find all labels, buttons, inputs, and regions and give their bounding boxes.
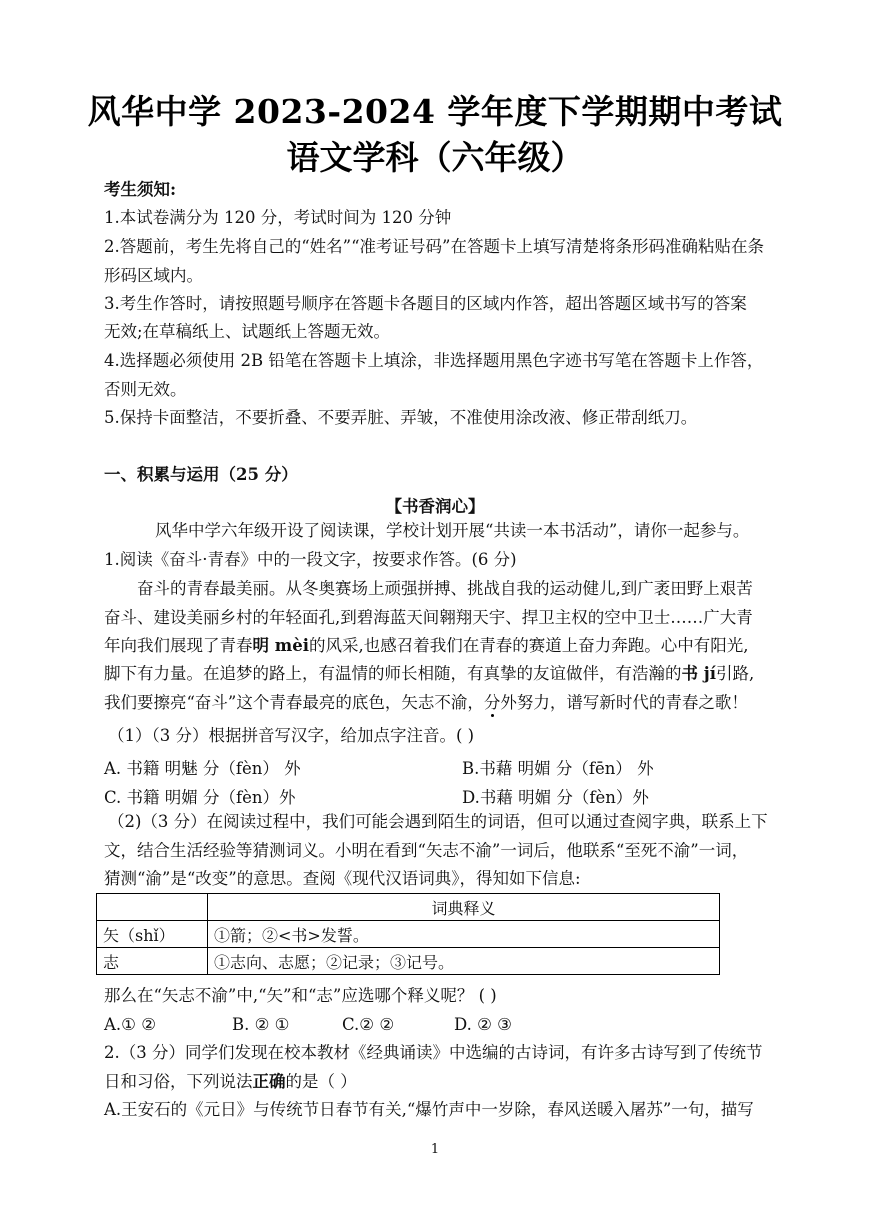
exam-title: 风华中学 2023-2024 学年度下学期期中考试 <box>87 92 783 131</box>
option-c: C. 书籍 明媚 分（fèn）外 <box>104 788 296 807</box>
notice-item-4a: 4.选择题必须使用 2B 铅笔在答题卡上填涂，非选择题用黑色字迹书写笔在答题卡上作答， <box>104 351 764 370</box>
passage-line-5: 我们要擦亮“奋斗”这个青春最亮的底色，矢志不渝，分 外努力，谱写新时代的青春之歌！ <box>104 693 748 713</box>
question-2-line-2: 日和习俗，下列说法正确的是（ ） <box>104 1072 357 1091</box>
passage-line-2: 奋斗、建设美丽乡村的年轻面孔,到碧海蓝天间翱翔天宇、捍卫主权的空中卫士……广大青 <box>104 608 753 627</box>
option-d: D. ② ③ <box>454 1015 512 1034</box>
option-b: B. ② ① <box>232 1015 290 1034</box>
section-subheading: 【书香润心】 <box>385 497 485 516</box>
option-b: B.书藉 明媚 分（fēn） 外 <box>462 759 654 778</box>
table-cell-word: 矢（shǐ） <box>97 921 208 948</box>
option-c: C.② ② <box>342 1015 395 1034</box>
table-cell-word: 志 <box>97 948 208 975</box>
question-1: 1.阅读《奋斗·青春》中的一段文字，按要求作答。(6 分) <box>104 550 517 569</box>
question-1-2-ask: 那么在“矢志不渝”中,“矢”和“志”应选哪个释义呢？ ( ) <box>104 986 497 1005</box>
notice-item-2b: 形码区域内。 <box>104 266 203 285</box>
notice-item-5: 5.保持卡面整洁，不要折叠、不要弄脏、弄皱，不准使用涂改液、修正带刮纸刀。 <box>104 408 698 427</box>
option-a: A.① ② <box>104 1015 156 1034</box>
table-cell-def: ①志向、志愿；②记录；③记号。 <box>208 948 720 975</box>
question-2-line-1: 2.（3 分）同学们发现在校本教材《经典诵读》中选编的古诗词，有许多古诗写到了传统节 <box>104 1043 763 1062</box>
pinyin-blank-ji: 书 jí <box>681 664 716 683</box>
notice-item-2a: 2.答题前，考生先将自己的“姓名”“准考证号码”在答题卡上填写清楚将条形码准确粘贴在条 <box>104 237 764 256</box>
table-header: 词典释义 <box>208 894 720 921</box>
question-1-2-line-1: （2)（3 分）在阅读过程中，我们可能会遇到陌生的词语，但可以通过查阅字典，联系上下 <box>108 812 768 831</box>
pinyin-blank-mei: 明 mèi <box>252 636 309 655</box>
question-1-1: （1）（3 分）根据拼音写汉字，给加点字注音。( ) <box>108 726 475 745</box>
table-row <box>97 948 720 975</box>
option-a: A. 书籍 明魅 分（fèn） 外 <box>104 759 301 778</box>
notice-item-3a: 3.考生作答时，请按照题号顺序在答题卡各题目的区域内作答，超出答题区域书写的答案 <box>104 294 747 313</box>
section-heading: 一、积累与运用（25 分） <box>104 465 298 484</box>
dotted-char-fen: 分 <box>484 693 501 712</box>
dictionary-table <box>96 893 720 975</box>
question-1-2-line-2: 文，结合生活经验等猜测词义。小明在看到“矢志不渝”一词后，他联系“至死不渝”一词， <box>104 841 749 860</box>
table-header-row <box>97 894 720 921</box>
question-2-option-a: A.王安石的《元日》与传统节日春节有关,“爆竹声中一岁除，春风送暖入屠苏”一句，描写 <box>104 1100 754 1119</box>
question-1-2-line-3: 猜测“渝”是“改变”的意思。查阅《现代汉语词典》，得知如下信息: <box>104 869 581 888</box>
table-cell-def: ①箭；②<书>发誓。 <box>208 921 720 948</box>
table-row <box>97 921 720 948</box>
emphasis-correct: 正确 <box>252 1072 286 1091</box>
passage-line-4: 脚下有力量。在追梦的路上，有温情的师长相随，有真挚的友谊做伴，有浩瀚的书 jí引路, <box>104 664 755 683</box>
notice-heading: 考生须知: <box>104 180 177 199</box>
section-intro: 风华中学六年级开设了阅读课，学校计划开展“共读一本书活动”，请你一起参与。 <box>155 521 750 540</box>
option-d: D.书藉 明媚 分（fèn）外 <box>462 788 649 807</box>
notice-item-1: 1.本试卷满分为 120 分，考试时间为 120 分钟 <box>104 208 452 227</box>
notice-item-4b: 否则无效。 <box>104 380 187 399</box>
emphasis-dot <box>491 714 494 717</box>
passage-line-3: 年向我们展现了青春明 mèi的风采,也感召着我们在青春的赛道上奋力奔跑。心中有阳光, <box>104 636 749 655</box>
page-number: 1 <box>430 1142 440 1157</box>
passage-line-1: 奋斗的青春最美丽。从冬奥赛场上顽强拼搏、挑战自我的运动健儿,到广袤田野上艰苦 <box>137 579 753 598</box>
notice-item-3b: 无效;在草稿纸上、试题纸上答题无效。 <box>104 322 391 341</box>
exam-subtitle: 语文学科（六年级） <box>286 138 584 177</box>
